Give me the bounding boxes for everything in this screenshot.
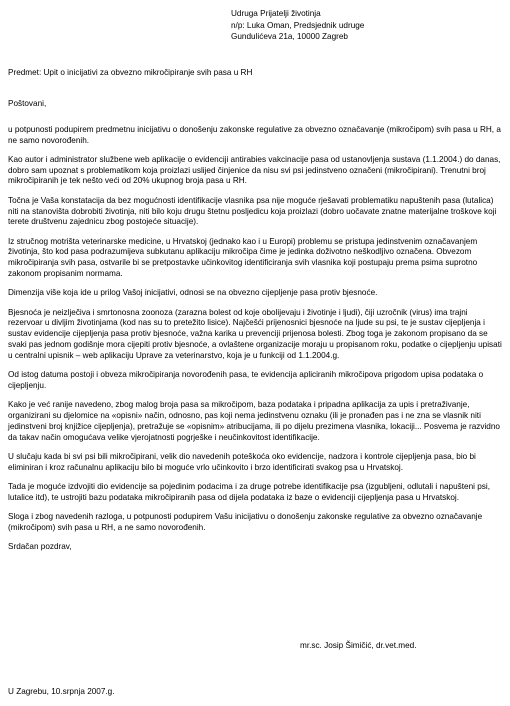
signature-block: mr.sc. Josip Šimičić, dr.vet.med. (300, 641, 417, 650)
body-paragraph: Iz stručnog motrišta veterinarske medicine, u Hrvatskoj (jednako kao i u Europi) problemu se pristupa jedinstvenim označavanjem životinja, što kod pasa podrazumijeva subkutanu aplikaciju mikročipa čime je jedinka doživotno neškodljivo označena. Obvezom mikročipiranja svih pasa, ostvarile bi se pretpostavke učinkovitog identificiranja svih vlasnika koji postupaju prema psima suprotno zakonom propisanim normama. (8, 236, 478, 279)
body-paragraph: Točna je Vaša konstatacija da bez mogućnosti identifikacije vlasnika psa nije moguće rješavati problematiku napuštenih pasa (lutalica) niti na stanovišta dobrobiti životinja, niti bilo koju drugu štetnu posljedicu koja proizlazi (dobro uočavate znatne materijalne troškove koji terete društvenu zajednicu zbog postojeće situacije). (8, 195, 497, 227)
letter-subject: Predmet: Upit o inicijativi za obvezno mikročipiranje svih pasa u RH (8, 68, 253, 77)
body-paragraph: Dimenzija više koja ide u prilog Vašoj inicijativi, odnosi se na obvezno cijepljenje pasa protiv bjesnoće. (8, 288, 378, 298)
body-paragraph: Bjesnoća je neizlječiva i smrtonosna zoonoza (zarazna bolest od koje obolijevaju i životinje i ljudi), čiji uzročnik (virus) ima trajni rezervoar u divljim životinjama (kod nas su to pretežito lisice). Najčešći prijenosnici bjesnoće na ljude su psi, te je sustav cijepljenja i sustav evidencije cijepljenja pasa protiv bjesnoće, važna karika u prevenciji prijenosa bolesti. Zbog toga je zakonom propisano da se svaki pas jednom godišnje mora cijepiti protiv bjesnoće, a ovlaštene organizacije moraju u propisanom roku, podatke o cijepljenju upisati u centralni upisnik – web aplikaciju Uprave za veterinarstvo, koja je u funkciji od 1.1.2004.g. (8, 307, 502, 360)
body-paragraph: Sloga i zbog navedenih razloga, u potpunosti podupirem Vašu inicijativu o donošenju zakonske regulative za obvezno označavanje (mikročipom) svih pasa u RH, a ne samo novorođenih. (8, 512, 483, 532)
body-paragraph: u potpunosti podupirem predmetnu inicijativu o donošenju zakonske regulative za obvezno označavanje (mikročipom) svih pasa u RH, a ne samo novorođenih. (8, 124, 501, 145)
recipient-contact-person: n/p: Luka Oman, Predsjednik udruge (231, 20, 365, 30)
recipient-address (231, 8, 364, 43)
body-paragraph: Tada je moguće izdvojiti dio evidencije sa pojedinim podacima i za druge potrebe identifikacije psa (izgubljeni, odlutali i napušteni psi, lutalice itd), te ustrojiti bazu podataka mikročipiranih pasa od dijela podataka iz baze o evidenciji cijepljenja pasa u Hrvatskoj. (8, 482, 490, 502)
body-paragraph: U slučaju kada bi svi psi bili mikročipirani, velik dio navedenih poteškoća oko evidencije, nadzora i kontrole cijepljenja pasa, bio bi eliminiran i kroz računalnu aplikaciju bilo bi moguće vrlo učinkovito i brzo identificirati svakog psa u Hrvatskoj. (8, 451, 476, 472)
recipient-street-address: Gundulićeva 21a, 10000 Zagreb (231, 32, 348, 41)
place-and-date: U Zagrebu, 10.srpnja 2007.g. (8, 687, 115, 696)
body-paragraph: Kao autor i administrator službene web aplikacije o evidenciji antirabies vakcinacije pasa od ustanovljenja sustava (1.1.2004.) do danas, dobro sam upoznat s problematikom koja proizlazi uslijed činjenice da nisu svi psi jedinstveno označeni (mikročipirani). Trenutni broj mikročipiranih je tek nešto veći od 20% ukupnog broja pasa u RH. (8, 154, 501, 186)
body-paragraph: Kako je već ranije navedeno, zbog malog broja pasa sa mikročipom, baza podataka i pripadna aplikacija za upis i pretraživanje, organizirani su djelomice na «opisni» način, odnosno, pas koji nema jedinstvenu oznaku (ili je pronađen pas i ne zna se vlasnik niti jedinstveni broj knjižice cijepljenja), pretražuje se «opisnim» atribucijama, ili po dijelu prezimena vlasnika, lokaciji... Posvema je razvidno da takav način omogućava velike vjerojatnosti pogrješke i neučinkovitost identifikacije. (8, 400, 500, 442)
body-paragraph: Od istog datuma postoji i obveza mikročipiranja novorođenih pasa, te evidencija apliciranih mikročipova prigodom upisa podataka o cijepljenju. (8, 370, 484, 390)
recipient-organization: Udruga Prijatelji životinja (231, 9, 321, 18)
closing-salutation: Srdačan pozdrav, (8, 542, 72, 552)
letter-greeting: Poštovani, (8, 99, 47, 108)
letter-body (8, 99, 502, 562)
